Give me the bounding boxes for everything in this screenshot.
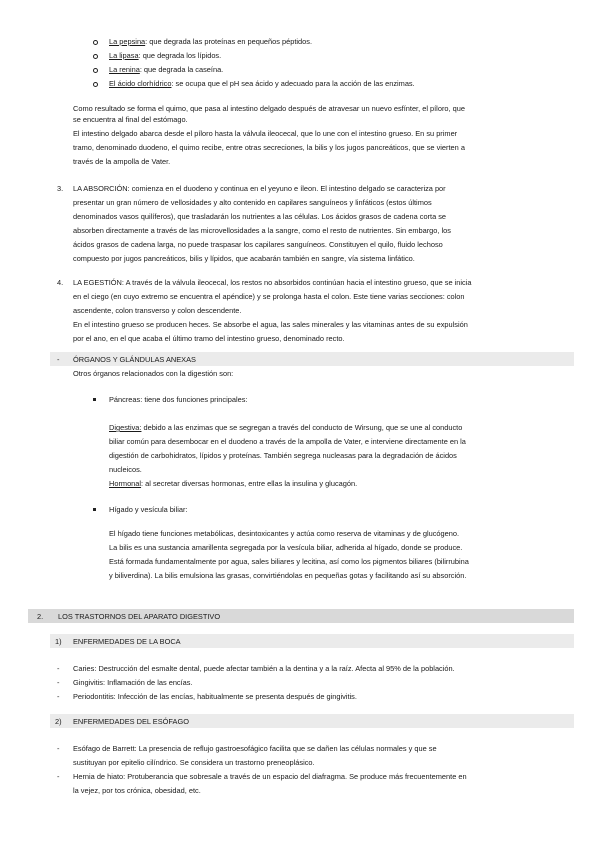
- enzyme-term: El ácido clorhídrico: [109, 79, 172, 88]
- enzyme-term: La renina: [109, 65, 140, 74]
- enzyme-term: La pepsina: [109, 37, 146, 46]
- text-line: la vejez, por tos crónica, obesidad, etc.: [73, 786, 201, 795]
- liver-title: Hígado y vesícula biliar:: [109, 505, 188, 514]
- text-line: presentar un gran número de vellosidades y alto contenido en capilares sanguíneos y linfáticos (estos últimos: [73, 198, 432, 207]
- text-line: en el ciego (en cuyo extremo se encuentra el apéndice) y se prolonga hasta el colon. Este tiene varias secciones: colon: [73, 292, 465, 301]
- dash-bullet: -: [57, 772, 60, 781]
- text-line: digestión de carbohidratos, lípidos y proteínas. También segrega nucleasas para la degradación de ácidos: [109, 451, 457, 460]
- list-item: Gingivitis: Inflamación de las encías.: [73, 678, 193, 687]
- enzyme-desc: : se ocupa que el pH sea ácido y adecuado para la acción de las enzimas.: [171, 79, 415, 88]
- text-line: El intestino delgado abarca desde el píloro hasta la válvula ileocecal, que lo une con el intestino grueso. En su primer: [73, 129, 458, 138]
- list-number: 3.: [57, 184, 64, 193]
- list-item: Periodontitis: Infección de las encías, habitualmente se presenta después de gingivitis.: [73, 692, 357, 701]
- hormonal-term: Hormonal: [109, 479, 142, 488]
- text-line: Está formada fundamentalmente por agua, sales biliares y lecitina, así como los pigmentos biliares (bilirrubina: [109, 557, 469, 566]
- text-line: ascendente, colon transverso y colon descendente.: [73, 306, 242, 315]
- subsection-number: 2): [55, 717, 62, 726]
- text-line: En el intestino grueso se producen heces. Se absorbe el agua, las sales minerales y las vitaminas antes de su expulsión: [73, 320, 468, 329]
- text-line: compuesto por jugos pancreáticos, bilis y lípidos, que acabarán también en sangre, vía sistema linfático.: [73, 254, 415, 263]
- text-span: debido a las enzimas que se segregan a través del conducto de Wirsung, que se une al conducto: [141, 423, 463, 432]
- enzyme-item: [109, 36, 312, 47]
- text-line: LA EGESTIÓN: A través de la válvula ileocecal, los restos no absorbidos continúan hacia el intestino grueso, que se inicia: [73, 278, 472, 287]
- section-number: 2.: [37, 612, 44, 621]
- section-title: LOS TRASTORNOS DEL APARATO DIGESTIVO: [58, 612, 221, 621]
- enzyme-desc: : que degrada los lípidos.: [138, 51, 222, 60]
- text-line: El hígado tiene funciones metabólicas, desintoxicantes y actúa como reserva de vitaminas y de glucógeno.: [109, 529, 460, 538]
- square-bullet-icon: [93, 398, 96, 401]
- enzyme-item: [109, 64, 223, 75]
- text-line: tramo, denominado duodeno, el quimo recibe, entre otras secreciones, la bilis y los jugos pancreáticos, que se vierten a: [73, 143, 465, 152]
- egestion-paragraph: [73, 277, 573, 344]
- text-line: denominados vasos quilíferos), que trasladarán los nutrientes a las células. Los ácidos grasos de cadena corta se: [73, 212, 447, 221]
- text-line: sustituyan por epitelio cilíndrico. Se considera un trastorno preneoplásico.: [73, 758, 315, 767]
- organs-intro: Otros órganos relacionados con la digestión son:: [73, 369, 234, 378]
- subsection-title: ENFERMEDADES DEL ESÓFAGO: [73, 717, 189, 726]
- square-bullet-icon: [93, 508, 96, 511]
- circle-bullet-icon: [93, 82, 98, 87]
- text-line: [109, 478, 579, 489]
- enzyme-item: [109, 50, 221, 61]
- dash-bullet: -: [57, 692, 60, 701]
- text-line: nucleicos.: [109, 465, 142, 474]
- enzyme-term: La lipasa: [109, 51, 139, 60]
- circle-bullet-icon: [93, 54, 98, 59]
- text-line: absorben directamente a través de las microvellosidades a la sangre, como el resto de nutrientes. Sin embargo, los: [73, 226, 451, 235]
- subsection-title: ENFERMEDADES DE LA BOCA: [73, 637, 181, 646]
- liver-paragraph: [109, 528, 579, 581]
- text-line: través de la ampolla de Vater.: [73, 157, 171, 166]
- dash-bullet: -: [57, 678, 60, 687]
- text-line: biliar común para desembocar en el duodeno a través de la ampolla de Vater, e interviene directamente en la: [109, 437, 466, 446]
- text-line: ácidos grasos de cadena larga, no puede traspasar los capilares sanguíneos. Constituyen el quilo, fluido lechoso: [73, 240, 443, 249]
- pancreas-title: Páncreas: tiene dos funciones principales:: [109, 395, 248, 404]
- text-line: La bilis es una sustancia amarillenta segregada por la vesícula biliar, adherida al hígado, donde se produce.: [109, 543, 463, 552]
- subsection-number: 1): [55, 637, 62, 646]
- dash-bullet: -: [57, 664, 60, 673]
- enzyme-item: [109, 78, 415, 89]
- organs-heading: ÓRGANOS Y GLÁNDULAS ANEXAS: [73, 355, 196, 364]
- enzyme-desc: : que degrada las proteínas en pequeños péptidos.: [145, 37, 312, 46]
- text-span: : al secretar diversas hormonas, entre ellas la insulina y glucagón.: [141, 479, 358, 488]
- list-item: Caries: Destrucción del esmalte dental, puede afectar también a la dentina y a la raíz. Afecta al 95% de la población.: [73, 664, 455, 673]
- list-item: [73, 743, 573, 768]
- text-line: Esófago de Barrett: La presencia de reflujo gastroesofágico facilita que se dañen las células normales y que se: [73, 744, 437, 753]
- text-line: por el ano, en el que acaba el último tramo del intestino grueso, denominado recto.: [73, 334, 345, 343]
- stomach-paragraph: [73, 103, 573, 167]
- digestiva-paragraph: [109, 422, 579, 489]
- list-number: 4.: [57, 278, 64, 287]
- text-line: se encuentra al final del estómago.: [73, 115, 188, 124]
- dash-bullet: -: [57, 355, 60, 364]
- dash-bullet: -: [57, 744, 60, 753]
- text-line: Como resultado se forma el quimo, que pasa al intestino delgado después de atravesar un nuevo esfínter, el píloro, que: [73, 104, 465, 113]
- text-line: LA ABSORCIÓN: comienza en el duodeno y continua en el yeyuno e íleon. El intestino delgado se caracteriza por: [73, 184, 446, 193]
- circle-bullet-icon: [93, 68, 98, 73]
- absorption-paragraph: [73, 183, 573, 264]
- list-item: [73, 771, 573, 796]
- enzyme-desc: : que degrada la caseína.: [139, 65, 224, 74]
- text-line: [109, 422, 579, 433]
- text-line: Hernia de hiato: Protuberancia que sobresale a través de un espacio del diafragma. Se produce más frecuentemente en: [73, 772, 467, 781]
- digestiva-term: Digestiva:: [109, 423, 142, 432]
- text-line: y biliverdina). La bilis emulsiona las grasas, convirtiéndolas en pequeñas gotas y facilitando así su absorción.: [109, 571, 467, 580]
- circle-bullet-icon: [93, 40, 98, 45]
